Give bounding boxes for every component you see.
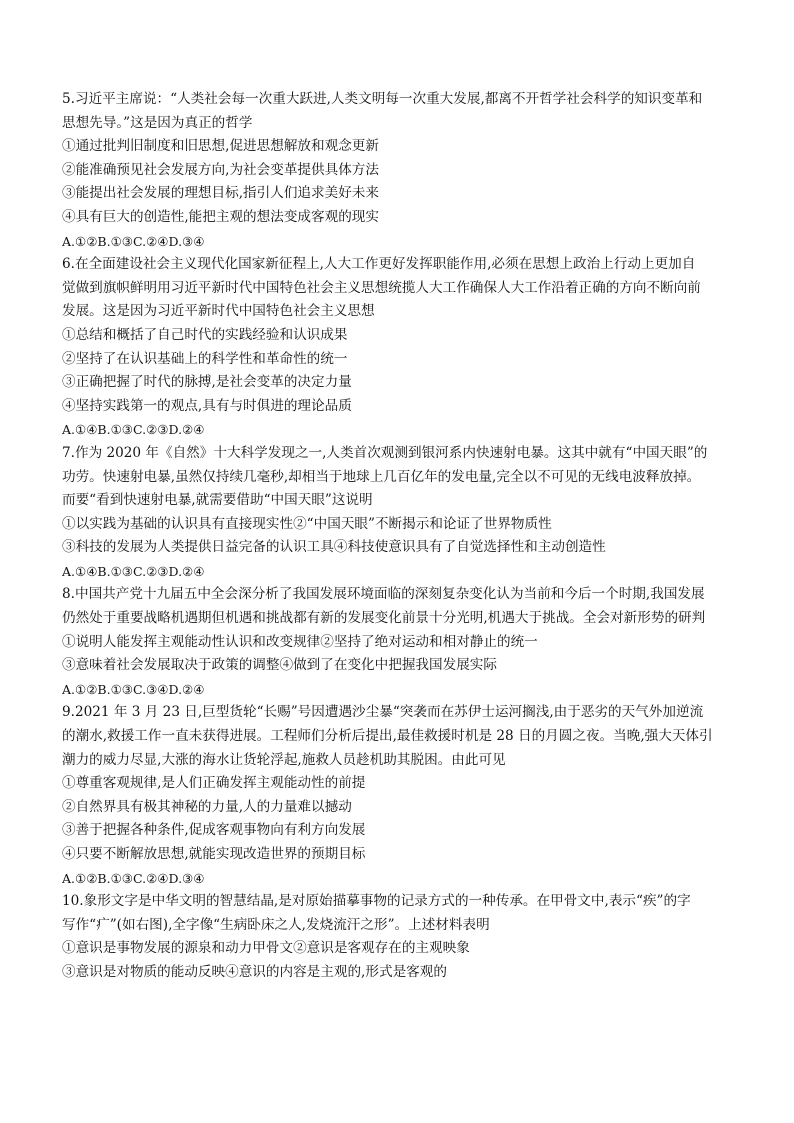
- choice-item: ①意识是事物发展的源泉和动力甲骨文②意识是客观存在的主观映象: [62, 940, 470, 957]
- question-stem-line: 潮力的威力尽显,大涨的海水让货轮浮起,施救人员趁机助其脱困。由此可见: [62, 751, 506, 768]
- question-stem-line: 功劳。快速射电暴,虽然仅持续几毫秒,却相当于地球上几百亿年的发电量,完全以不可见的无线电波释放掉。: [62, 468, 701, 485]
- choice-item: ①总结和概括了自己时代的实践经验和认识成果: [62, 326, 348, 343]
- question-stem-line: 10.象形文字是中华文明的智慧结晶,是对原始描摹事物的记录方式的一种传承。在甲骨文中,表示“疾”的字: [62, 893, 691, 910]
- question-stem-line: 而要“看到快速射电暴,就需要借助“中国天眼”这说明: [62, 492, 373, 509]
- question-stem-line: 思想先导。”这是因为真正的哲学: [62, 114, 253, 131]
- answer-options: A.①②B.①③C.③④D.②④: [62, 681, 205, 697]
- choice-item: ④具有巨大的创造性,能把主观的想法变成客观的现实: [62, 208, 379, 225]
- question-stem-line: 发展。这是因为习近平新时代中国特色社会主义思想: [62, 303, 375, 320]
- choice-item: ①说明人能发挥主观能动性认识和改变规律②坚持了绝对运动和相对静止的统一: [62, 633, 538, 650]
- question-6: [62, 253, 734, 442]
- question-stem-line: 7.作为 2020 年《自然》十大科学发现之一,人类首次观测到银河系内快速射电暴。这其中就有“中国天眼”的: [62, 444, 708, 461]
- choice-item: ①尊重客观规律,是人们正确发挥主观能动性的前提: [62, 775, 366, 792]
- choice-item: ④坚持实践第一的观点,具有与时俱进的理论品质: [62, 397, 352, 414]
- choice-item: ①以实践为基础的认识具有直接现实性②“中国天眼”不断揭示和论证了世界物质性: [62, 515, 552, 532]
- answer-options: A.①④B.①③C.②③D.②④: [62, 563, 205, 579]
- choice-item: ③能提出社会发展的理想目标,指引人们追求美好未来: [62, 185, 379, 202]
- choice-item: ③科技的发展为人类提供日益完备的认识工具④科技使意识具有了自觉选择性和主动创造性: [62, 539, 606, 556]
- choice-item: ②自然界具有极其神秘的力量,人的力量难以撼动: [62, 798, 352, 815]
- choice-item: ③正确把握了时代的脉搏,是社会变革的决定力量: [62, 374, 352, 391]
- choice-item: ③善于把握各种条件,促成客观事物向有利方向发展: [62, 822, 366, 839]
- question-5: [62, 88, 734, 253]
- question-stem-line: 的潮水,救援工作一直未获得进展。工程师们分析后提出,最佳救援时机是 28 日的月圆之夜。当晚,强大天体引: [62, 728, 713, 745]
- choice-item: ④只要不断解放思想,就能实现改造世界的预期目标: [62, 846, 366, 862]
- choice-item: ③意识是对物质的能动反映④意识的内容是主观的,形式是客观的: [62, 963, 447, 980]
- question-stem-line: 6.在全面建设社会主义现代化国家新征程上,人大工作更好发挥职能作用,必须在思想上政治上行动上更加自: [62, 256, 696, 273]
- question-stem-line: 写作“疒”(如右图),全字像“生病卧床之人,发烧流汗之形”。上述材料表明: [62, 916, 490, 933]
- choice-item: ②能准确预见社会发展方向,为社会变革提供具体方法: [62, 161, 379, 178]
- question-stem-line: 仍然处于重要战略机遇期但机遇和挑战都有新的发展变化前景十分光明,机遇大于挑战。全会对新形势的研判: [62, 610, 706, 627]
- question-8: [62, 583, 734, 701]
- question-9: [62, 701, 734, 890]
- choice-item: ③意味着社会发展取决于政策的调整④做到了在变化中把握我国发展实际: [62, 657, 497, 674]
- choice-item: ②坚持了在认识基础上的科学性和革命性的统一: [62, 350, 348, 367]
- answer-options: A.①②B.①③C.②④D.③④: [62, 233, 205, 249]
- answer-options: A.①④B.①③C.②③D.②④: [62, 422, 205, 438]
- exam-page: [62, 88, 734, 985]
- answer-options: A.①②B.①③C.②④D.③④: [62, 870, 205, 886]
- question-stem-line: 觉做到旗帜鲜明用习近平新时代中国特色社会主义思想统揽人大工作确保人大工作沿着正确的方向不断向前: [62, 279, 701, 296]
- question-10: [62, 890, 734, 984]
- question-stem-line: 8.中国共产党十九届五中全会深分析了我国发展环境面临的深刻复杂变化认为当前和今后一个时期,我国发展: [62, 586, 705, 603]
- question-stem-line: 5.习近平主席说：“人类社会每一次重大跃进,人类文明每一次重大发展,都离不开哲学社会科学的知识变革和: [62, 91, 703, 107]
- question-stem-line: 9.2021 年 3 月 23 日,巨型货轮“长赐”号因遭遇沙尘暴“突袭而在苏伊士运河搁浅,由于恶劣的天气外加逆流: [62, 704, 704, 721]
- question-7: [62, 442, 734, 584]
- choice-item: ①通过批判旧制度和旧思想,促进思想解放和观念更新: [62, 138, 379, 155]
